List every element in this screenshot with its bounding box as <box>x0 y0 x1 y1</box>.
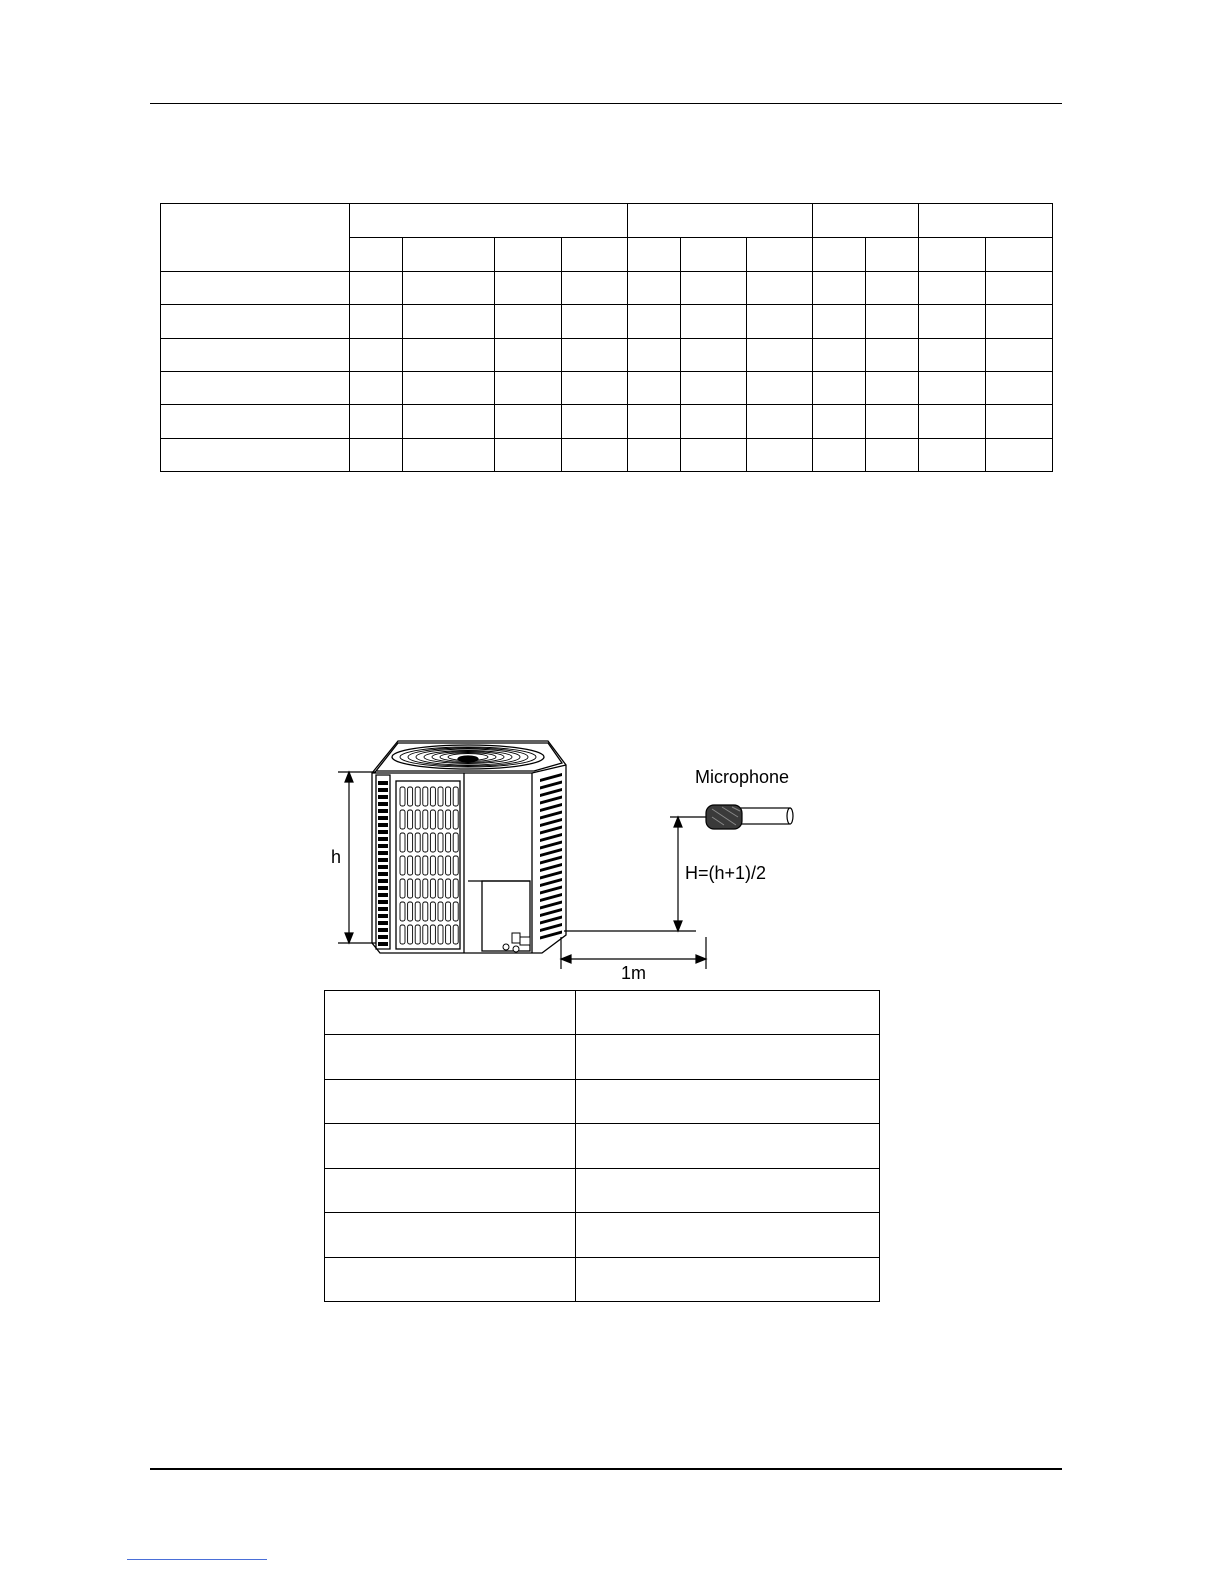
table-header-cell <box>350 204 628 238</box>
table-cell <box>866 371 919 404</box>
table-cell <box>919 438 986 471</box>
table-cell <box>628 271 681 304</box>
table-subheader-cell <box>562 238 628 271</box>
table-cell <box>747 305 813 338</box>
table-cell <box>576 1257 880 1301</box>
table-subheader-cell <box>866 238 919 271</box>
noise-table-body <box>325 991 880 1302</box>
table-subheader-cell <box>919 238 986 271</box>
table-row <box>325 1168 880 1212</box>
footer-rule <box>150 1468 1062 1470</box>
noise-table <box>324 990 880 1302</box>
table-cell <box>403 305 495 338</box>
microphone-icon <box>706 805 793 829</box>
table-cell <box>350 305 403 338</box>
table-cell <box>986 438 1053 471</box>
table-cell <box>986 405 1053 438</box>
table-subheader-cell <box>813 238 866 271</box>
table-cell <box>562 305 628 338</box>
table-cell <box>866 438 919 471</box>
table-cell <box>628 371 681 404</box>
table-cell <box>747 338 813 371</box>
table-cell <box>161 405 350 438</box>
table-cell <box>161 438 350 471</box>
table-cell <box>562 338 628 371</box>
table-row <box>161 438 1053 471</box>
table-row <box>325 1213 880 1257</box>
table-header-cell <box>919 204 1053 238</box>
table-row <box>325 1079 880 1123</box>
table-cell <box>986 271 1053 304</box>
table-cell <box>628 405 681 438</box>
footer-link-underline[interactable] <box>127 1559 267 1560</box>
table-row <box>161 371 1053 404</box>
table-cell <box>325 1257 576 1301</box>
table-cell <box>495 271 562 304</box>
table-header-row <box>161 204 1053 238</box>
table-cell <box>161 271 350 304</box>
table-cell <box>350 438 403 471</box>
table-cell <box>919 271 986 304</box>
table-cell <box>161 305 350 338</box>
table-cell <box>576 1035 880 1079</box>
table-cell <box>350 371 403 404</box>
specification-table-body <box>161 271 1053 471</box>
table-subheader-cell <box>495 238 562 271</box>
table-cell <box>919 371 986 404</box>
specification-table <box>160 203 1053 472</box>
table-cell <box>325 1213 576 1257</box>
table-cell <box>747 371 813 404</box>
table-cell <box>495 305 562 338</box>
table-cell <box>325 1168 576 1212</box>
table-row <box>161 405 1053 438</box>
table-row <box>325 1035 880 1079</box>
table-cell <box>562 371 628 404</box>
table-cell <box>866 271 919 304</box>
table-cell <box>866 305 919 338</box>
table-header-cell <box>161 204 350 272</box>
table-header-cell <box>813 204 919 238</box>
table-cell <box>562 271 628 304</box>
table-cell <box>813 438 866 471</box>
table-cell <box>495 438 562 471</box>
table-cell <box>576 1168 880 1212</box>
header-rule <box>150 103 1062 104</box>
table-cell <box>681 405 747 438</box>
sound-measurement-diagram <box>320 735 820 985</box>
table-cell <box>628 305 681 338</box>
microphone-label: Microphone <box>695 767 790 787</box>
table-cell <box>161 338 350 371</box>
table-cell <box>628 438 681 471</box>
table-cell <box>681 305 747 338</box>
table-header-cell <box>628 204 813 238</box>
table-cell <box>919 338 986 371</box>
table-cell <box>562 438 628 471</box>
table-cell <box>986 338 1053 371</box>
table-subheader-cell <box>350 238 403 271</box>
unit-height-label: h <box>331 847 342 867</box>
table-subheader-cell <box>986 238 1053 271</box>
table-cell <box>813 305 866 338</box>
table-row <box>161 338 1053 371</box>
table-subheader-cell <box>628 238 681 271</box>
table-cell <box>403 271 495 304</box>
table-cell <box>403 371 495 404</box>
table-cell <box>747 271 813 304</box>
microphone-height-label: H=(h+1)/2 <box>685 863 767 883</box>
table-cell <box>325 1035 576 1079</box>
table-cell <box>813 405 866 438</box>
table-cell <box>866 338 919 371</box>
table-cell <box>350 405 403 438</box>
table-cell <box>986 305 1053 338</box>
table-cell <box>161 371 350 404</box>
table-cell <box>813 271 866 304</box>
table-cell <box>325 991 576 1035</box>
table-cell <box>403 338 495 371</box>
table-cell <box>986 371 1053 404</box>
table-cell <box>403 405 495 438</box>
table-cell <box>350 338 403 371</box>
table-cell <box>325 1124 576 1168</box>
table-cell <box>866 405 919 438</box>
table-row <box>161 305 1053 338</box>
table-subheader-cell <box>681 238 747 271</box>
table-subheader-cell <box>403 238 495 271</box>
table-cell <box>747 405 813 438</box>
table-cell <box>919 405 986 438</box>
table-cell <box>813 338 866 371</box>
table-cell <box>813 371 866 404</box>
table-cell <box>576 1213 880 1257</box>
table-cell <box>919 305 986 338</box>
table-row <box>325 1124 880 1168</box>
table-row <box>325 1257 880 1301</box>
table-row <box>325 991 880 1035</box>
table-cell <box>681 371 747 404</box>
table-cell <box>681 338 747 371</box>
table-cell <box>681 271 747 304</box>
table-row <box>161 271 1053 304</box>
table-cell <box>747 438 813 471</box>
table-cell <box>495 405 562 438</box>
table-cell <box>576 1124 880 1168</box>
table-cell <box>562 405 628 438</box>
distance-label: 1m <box>621 963 647 983</box>
table-cell <box>576 991 880 1035</box>
table-cell <box>628 338 681 371</box>
table-subheader-cell <box>747 238 813 271</box>
height-dimension <box>338 772 376 943</box>
table-cell <box>495 371 562 404</box>
table-cell <box>325 1079 576 1123</box>
table-cell <box>576 1079 880 1123</box>
table-cell <box>495 338 562 371</box>
table-cell <box>681 438 747 471</box>
table-cell <box>403 438 495 471</box>
table-cell <box>350 271 403 304</box>
